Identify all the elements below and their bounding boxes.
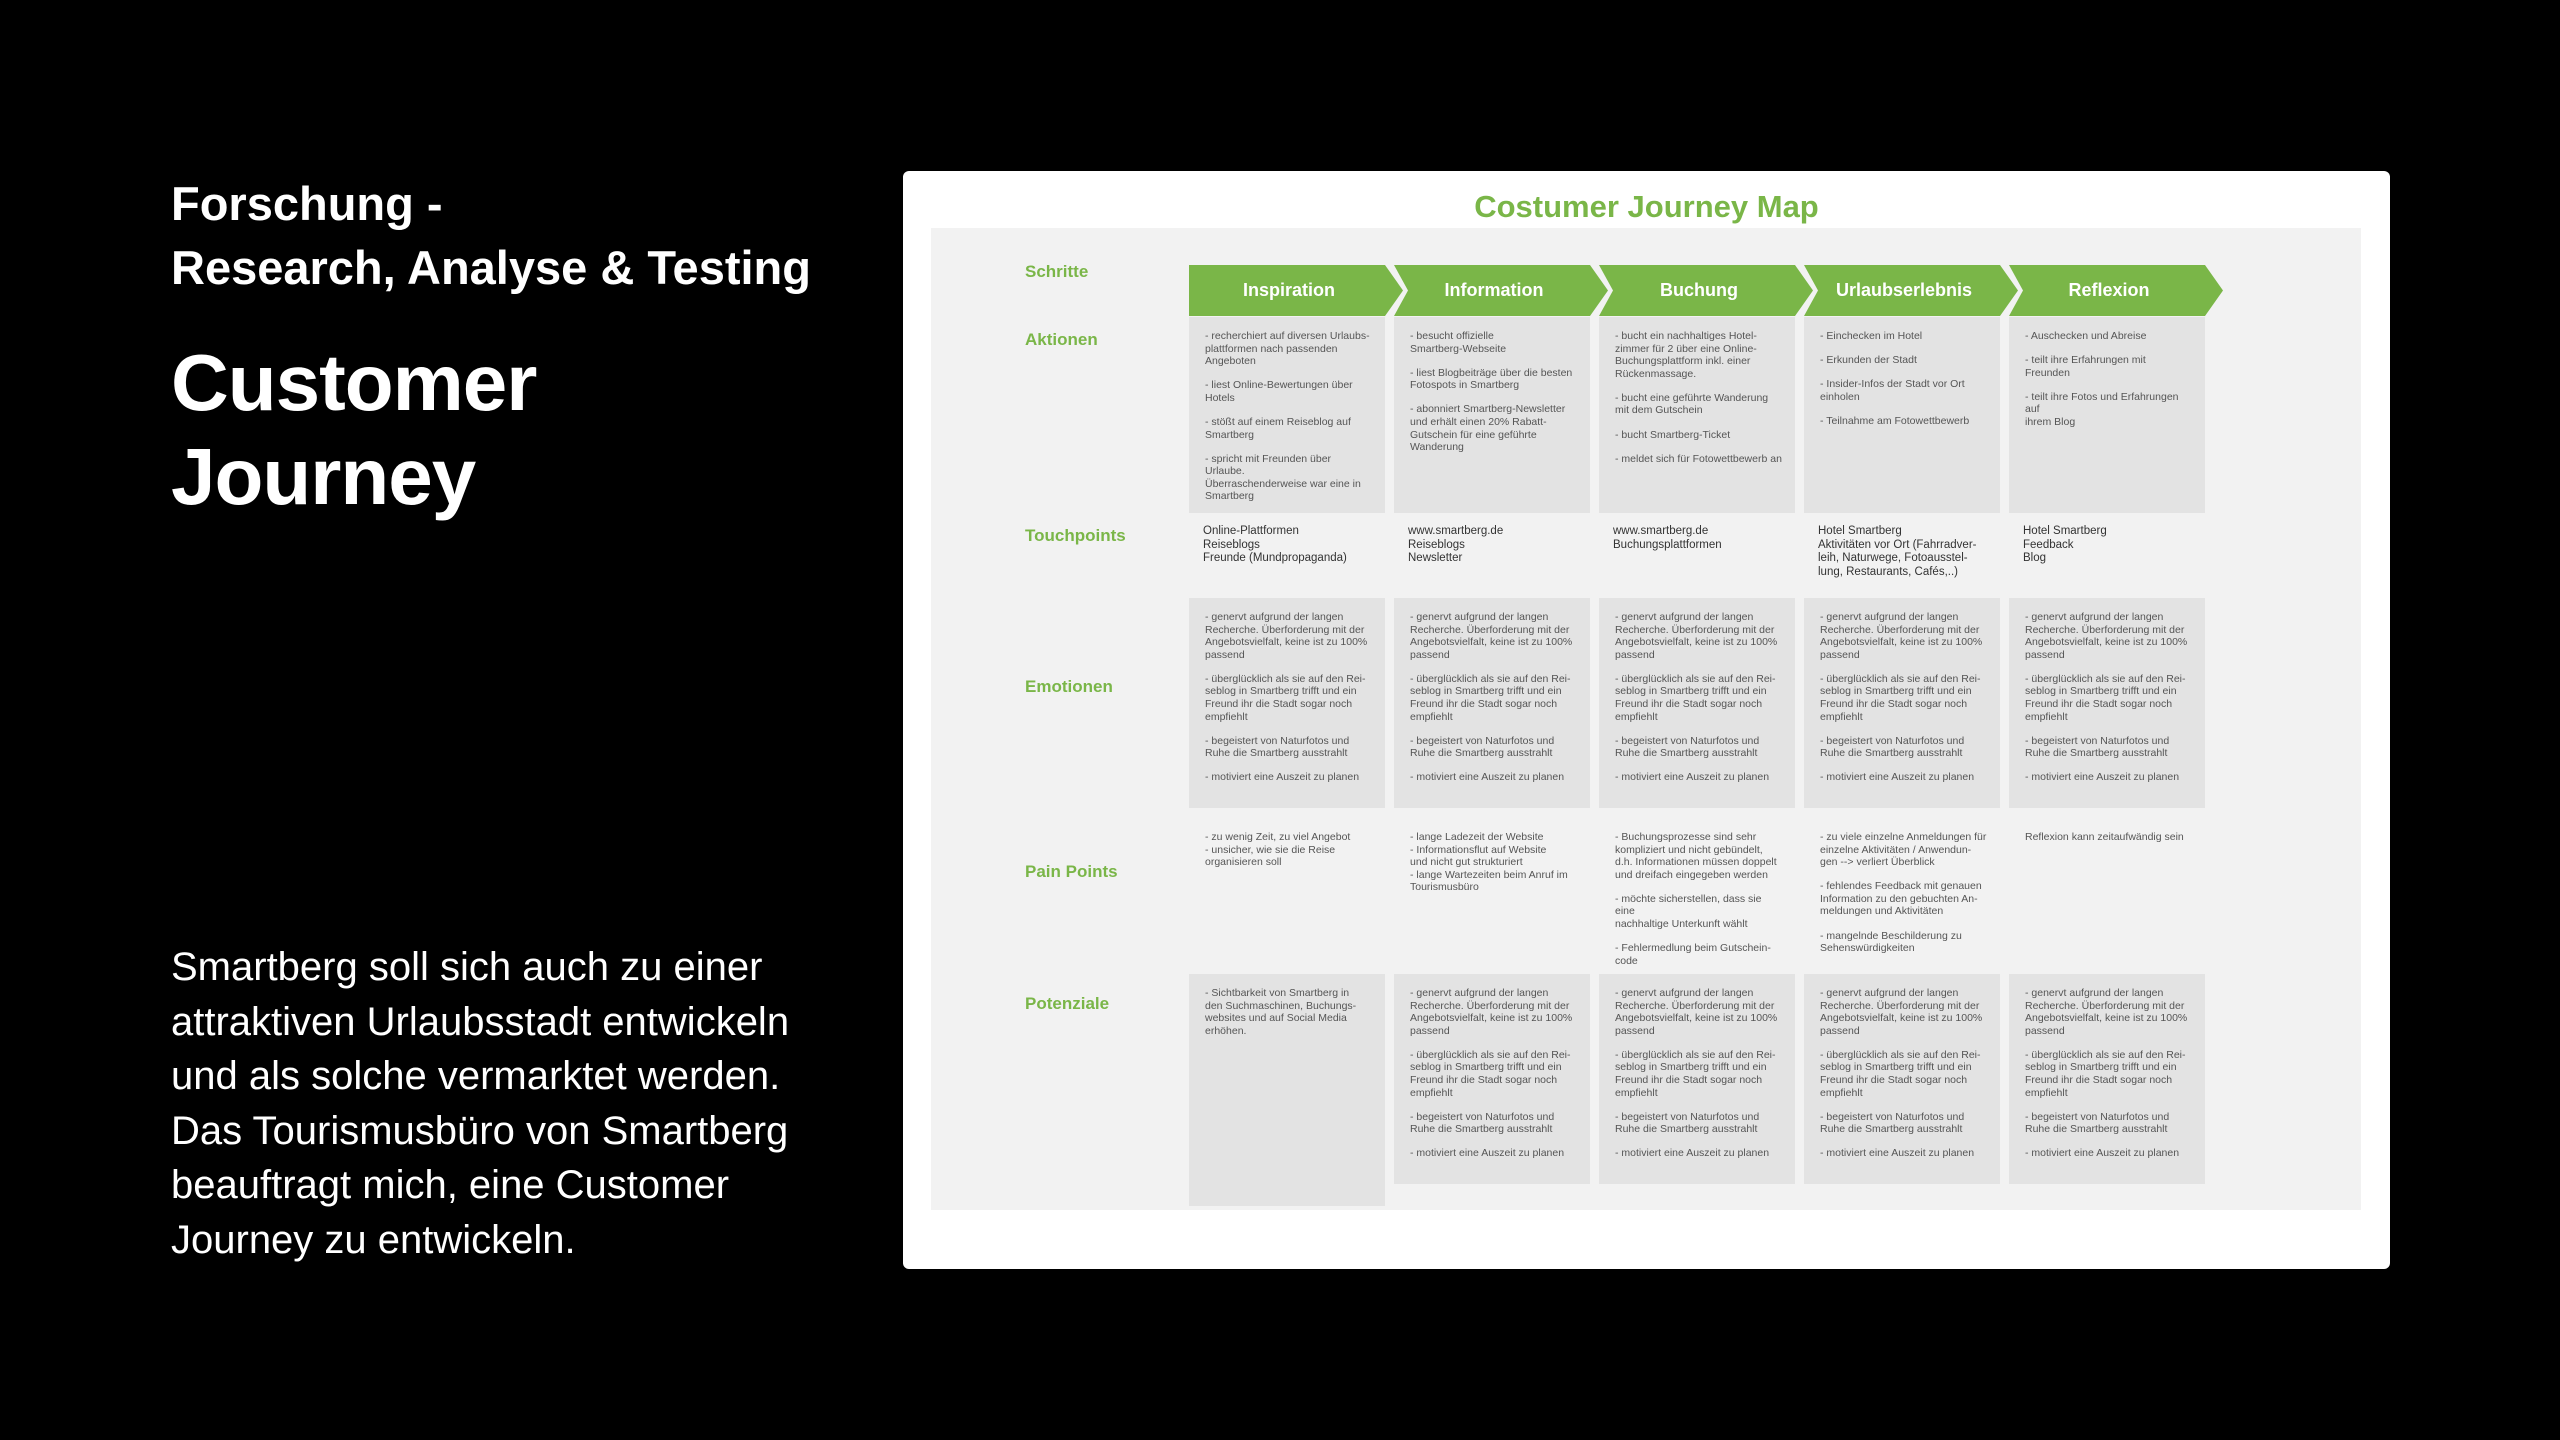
row-label-aktionen: Aktionen [1025,330,1098,349]
emotionen-cell [1804,598,2000,808]
description-line: Das Tourismusbüro von Smartberg [171,1108,789,1153]
painpoints-item: - Fehlermedlung beim Gutschein- code [1615,942,1771,967]
step-buchung [1599,265,1813,316]
emotionen-item: - begeistert von Naturfotos und Ruhe die Smartberg ausstrahlt [1205,734,1350,760]
potenziale-item: - überglücklich als sie auf den Rei- seblog in Smartberg trifft und ein Freund ihr die Stadt sogar noch empfiehlt [1820,1048,1981,1099]
journey-map-image [903,171,2390,1269]
intro-panel [171,0,891,1440]
potenziale-item: - begeistert von Naturfotos und Ruhe die Smartberg ausstrahlt [1615,1110,1760,1136]
touchpoint-text: Hotel Smartberg Feedback Blog [2023,525,2107,565]
row-label-potenziale: Potenziale [1025,994,1110,1013]
step-information [1394,265,1608,316]
potenziale-cell [2009,974,2205,1184]
emotionen-cell [1189,598,1385,808]
step-label: Urlaubserlebnis [1835,280,1973,300]
painpoints-item: Reflexion kann zeitaufwändig sein [2025,831,2184,843]
journey-map-grid [931,228,2361,1210]
painpoints-cell [1599,818,1795,967]
aktionen-cell [1804,317,2000,513]
emotionen-item: - überglücklich als sie auf den Rei- seblog in Smartberg trifft und ein Freund ihr die Stadt sogar noch empfiehlt [1410,672,1571,723]
touchpoint-text: Hotel Smartberg Aktivitäten vor Ort (Fahrradver- leih, Naturwege, Fotoausstel- lung, Restaurants, Cafés,..) [1818,525,1977,579]
emotionen-cell [2009,598,2205,808]
potenziale-item: - Sichtbarkeit von Smartberg in den Suchmaschinen, Buchungs- websites und auf Social Media erhöhen. [1205,987,1357,1037]
potenziale-cell [1189,974,1385,1206]
aktionen-item: - teilt ihre Erfahrungen mit Freunden [2025,354,2146,379]
potenziale-cell [1804,974,2000,1184]
aktionen-item: - Erkunden der Stadt [1820,354,1917,367]
aktionen-item: - Insider-Infos der Stadt vor Ort einholen [1820,378,1965,403]
potenziale-item: - begeistert von Naturfotos und Ruhe die Smartberg ausstrahlt [2025,1110,2170,1136]
painpoints-cell [2009,818,2205,948]
step-urlaubserlebnis [1804,265,2018,316]
emotionen-item: - motiviert eine Auszeit zu planen [1820,771,1975,784]
step-label: Information [1444,280,1544,300]
aktionen-item: - bucht ein nachhaltiges Hotel- zimmer für 2 über eine Online- Buchungsplattform inkl. einer Rückenmassage. [1615,330,1757,380]
aktionen-cell [1394,317,1590,513]
aktionen-item: - bucht Smartberg-Ticket [1615,428,1731,441]
painpoints-item: - Buchungsprozesse sind sehr kompliziert und nicht gebündelt, d.h. Informationen müssen doppelt und dreifach eingegeben werden [1615,831,1777,881]
row-label-touchpoints: Touchpoints [1025,526,1126,545]
description-line: Smartberg soll sich auch zu einer [171,945,763,989]
step-label: Inspiration [1242,280,1335,300]
painpoints-item: - fehlendes Feedback mit genauen Information zu den gebuchten An- meldungen und Aktivitäten [1820,880,1982,918]
aktionen-item: - meldet sich für Fotowettbewerb an [1615,452,1782,465]
aktionen-item: - besucht offizielle Smartberg-Webseite [1410,330,1507,355]
touchpoint-text: www.smartberg.de Reiseblogs Newsletter [1408,525,1504,565]
emotionen-item: - überglücklich als sie auf den Rei- seblog in Smartberg trifft und ein Freund ihr die Stadt sogar noch empfiehlt [1205,672,1366,723]
aktionen-item: - spricht mit Freunden über Urlaube. Überraschenderweise war eine in Smartberg [1205,452,1361,503]
emotionen-item: - überglücklich als sie auf den Rei- seblog in Smartberg trifft und ein Freund ihr die Stadt sogar noch empfiehlt [2025,672,2186,723]
subtitle-line: Forschung - [171,177,443,230]
potenziale-item: - begeistert von Naturfotos und Ruhe die Smartberg ausstrahlt [1410,1110,1555,1136]
row-label-emotionen: Emotionen [1025,677,1113,696]
painpoints-item: - zu wenig Zeit, zu viel Angebot - unsicher, wie sie die Reise organisieren soll [1205,831,1351,869]
title-line: Journey [171,432,476,521]
emotionen-item: - begeistert von Naturfotos und Ruhe die Smartberg ausstrahlt [1615,734,1760,760]
row-label-schritte: Schritte [1025,262,1089,281]
emotionen-item: - überglücklich als sie auf den Rei- seblog in Smartberg trifft und ein Freund ihr die Stadt sogar noch empfiehlt [1820,672,1981,723]
painpoints-cell [1189,818,1385,948]
aktionen-item: - recherchiert auf diversen Urlaubs- plattformen nach passenden Angeboten [1205,330,1370,368]
painpoints-cell [1394,818,1590,948]
emotionen-item: - motiviert eine Auszeit zu planen [1615,771,1770,784]
potenziale-item: - genervt aufgrund der langen Recherche. Überforderung mit der Angebotsvielfalt, keine ist zu 100% passend [1410,987,1573,1037]
description-line: Journey zu entwickeln. [171,1217,576,1262]
row-label-painpoints: Pain Points [1025,862,1118,881]
emotionen-cell [1394,598,1590,808]
aktionen-item: - teilt ihre Fotos und Erfahrungen auf ihrem Blog [2025,390,2179,428]
aktionen-item: - Auschecken und Abreise [2025,330,2147,342]
emotionen-item: - motiviert eine Auszeit zu planen [1205,771,1360,784]
touchpoint-text: Online-Plattformen Reiseblogs Freunde (Mundpropaganda) [1203,525,1347,565]
description-line: und als solche vermarktet werden. [171,1054,781,1098]
emotionen-item: - genervt aufgrund der langen Recherche. Überforderung mit der Angebotsvielfalt, keine ist zu 100% passend [2025,611,2188,661]
aktionen-item: - Teilnahme am Fotowettbewerb [1820,414,1970,427]
step-inspiration [1189,265,1403,316]
section-subtitle [171,172,811,300]
potenziale-item: - genervt aufgrund der langen Recherche. Überforderung mit der Angebotsvielfalt, keine ist zu 100% passend [2025,987,2188,1037]
painpoints-item: - mangelnde Beschilderung zu Sehenswürdigkeiten [1820,929,1962,955]
aktionen-item: - abonniert Smartberg-Newsletter und erhält einen 20% Rabatt- Gutschein für eine geführte Wanderung [1410,403,1566,454]
potenziale-item: - motiviert eine Auszeit zu planen [2025,1147,2180,1160]
step-label: Reflexion [2068,280,2150,300]
aktionen-item: - Einchecken im Hotel [1820,330,1923,342]
emotionen-item: - genervt aufgrund der langen Recherche. Überforderung mit der Angebotsvielfalt, keine ist zu 100% passend [1615,611,1778,661]
potenziale-item: - überglücklich als sie auf den Rei- seblog in Smartberg trifft und ein Freund ihr die Stadt sogar noch empfiehlt [1410,1048,1571,1099]
emotionen-cell [1599,598,1795,808]
painpoints-item: - lange Ladezeit der Website - Informationsflut auf Website und nicht gut strukturiert - lange Wartezeiten beim Anruf im Tourismusbüro [1410,831,1568,894]
subtitle-line: Research, Analyse & Testing [171,241,811,294]
potenziale-item: - begeistert von Naturfotos und Ruhe die Smartberg ausstrahlt [1820,1110,1965,1136]
map-title: Costumer Journey Map [1474,189,1819,224]
aktionen-cell [2009,317,2205,513]
emotionen-item: - genervt aufgrund der langen Recherche. Überforderung mit der Angebotsvielfalt, keine ist zu 100% passend [1410,611,1573,661]
title-line: Customer [171,338,537,427]
page-title [171,336,536,524]
emotionen-item: - genervt aufgrund der langen Recherche. Überforderung mit der Angebotsvielfalt, keine ist zu 100% passend [1205,611,1368,661]
description-line: attraktiven Urlaubsstadt entwickeln [171,999,790,1044]
painpoints-item: - möchte sicherstellen, dass sie eine nachhaltige Unterkunft wählt [1615,892,1762,931]
aktionen-cell [1189,317,1385,513]
emotionen-item: - genervt aufgrund der langen Recherche. Überforderung mit der Angebotsvielfalt, keine ist zu 100% passend [1820,611,1983,661]
emotionen-item: - begeistert von Naturfotos und Ruhe die Smartberg ausstrahlt [2025,734,2170,760]
potenziale-item: - motiviert eine Auszeit zu planen [1820,1147,1975,1160]
painpoints-item: - zu viele einzelne Anmeldungen für einzelne Aktivitäten / Anwendun- gen --> verliert Überblick [1820,831,1987,869]
potenziale-item: - genervt aufgrund der langen Recherche. Überforderung mit der Angebotsvielfalt, keine ist zu 100% passend [1615,987,1778,1037]
emotionen-item: - überglücklich als sie auf den Rei- seblog in Smartberg trifft und ein Freund ihr die Stadt sogar noch empfiehlt [1615,672,1776,723]
aktionen-item: - stößt auf einem Reiseblog auf Smartberg [1205,415,1351,441]
potenziale-cell [1394,974,1590,1184]
description-line: beauftragt mich, eine Customer [171,1163,730,1207]
emotionen-item: - begeistert von Naturfotos und Ruhe die Smartberg ausstrahlt [1820,734,1965,760]
aktionen-item: - liest Online-Bewertungen über Hotels [1205,379,1353,404]
potenziale-item: - motiviert eine Auszeit zu planen [1410,1147,1565,1160]
description-text [171,940,891,1267]
potenziale-item: - überglücklich als sie auf den Rei- seblog in Smartberg trifft und ein Freund ihr die Stadt sogar noch empfiehlt [2025,1048,2186,1099]
aktionen-cell [1599,317,1795,513]
potenziale-item: - überglücklich als sie auf den Rei- seblog in Smartberg trifft und ein Freund ihr die Stadt sogar noch empfiehlt [1615,1048,1776,1099]
painpoints-cell [1804,818,2000,955]
touchpoint-text: www.smartberg.de Buchungsplattformen [1613,525,1722,551]
emotionen-item: - begeistert von Naturfotos und Ruhe die Smartberg ausstrahlt [1410,734,1555,760]
aktionen-item: - liest Blogbeiträge über die besten Fotospots in Smartberg [1410,366,1573,392]
potenziale-item: - genervt aufgrund der langen Recherche. Überforderung mit der Angebotsvielfalt, keine ist zu 100% passend [1820,987,1983,1037]
emotionen-item: - motiviert eine Auszeit zu planen [1410,771,1565,784]
aktionen-item: - bucht eine geführte Wanderung mit dem Gutschein [1615,391,1769,417]
emotionen-item: - motiviert eine Auszeit zu planen [2025,771,2180,784]
potenziale-cell [1599,974,1795,1184]
step-label: Buchung [1660,280,1738,300]
potenziale-item: - motiviert eine Auszeit zu planen [1615,1147,1770,1160]
step-reflexion [2009,265,2223,316]
